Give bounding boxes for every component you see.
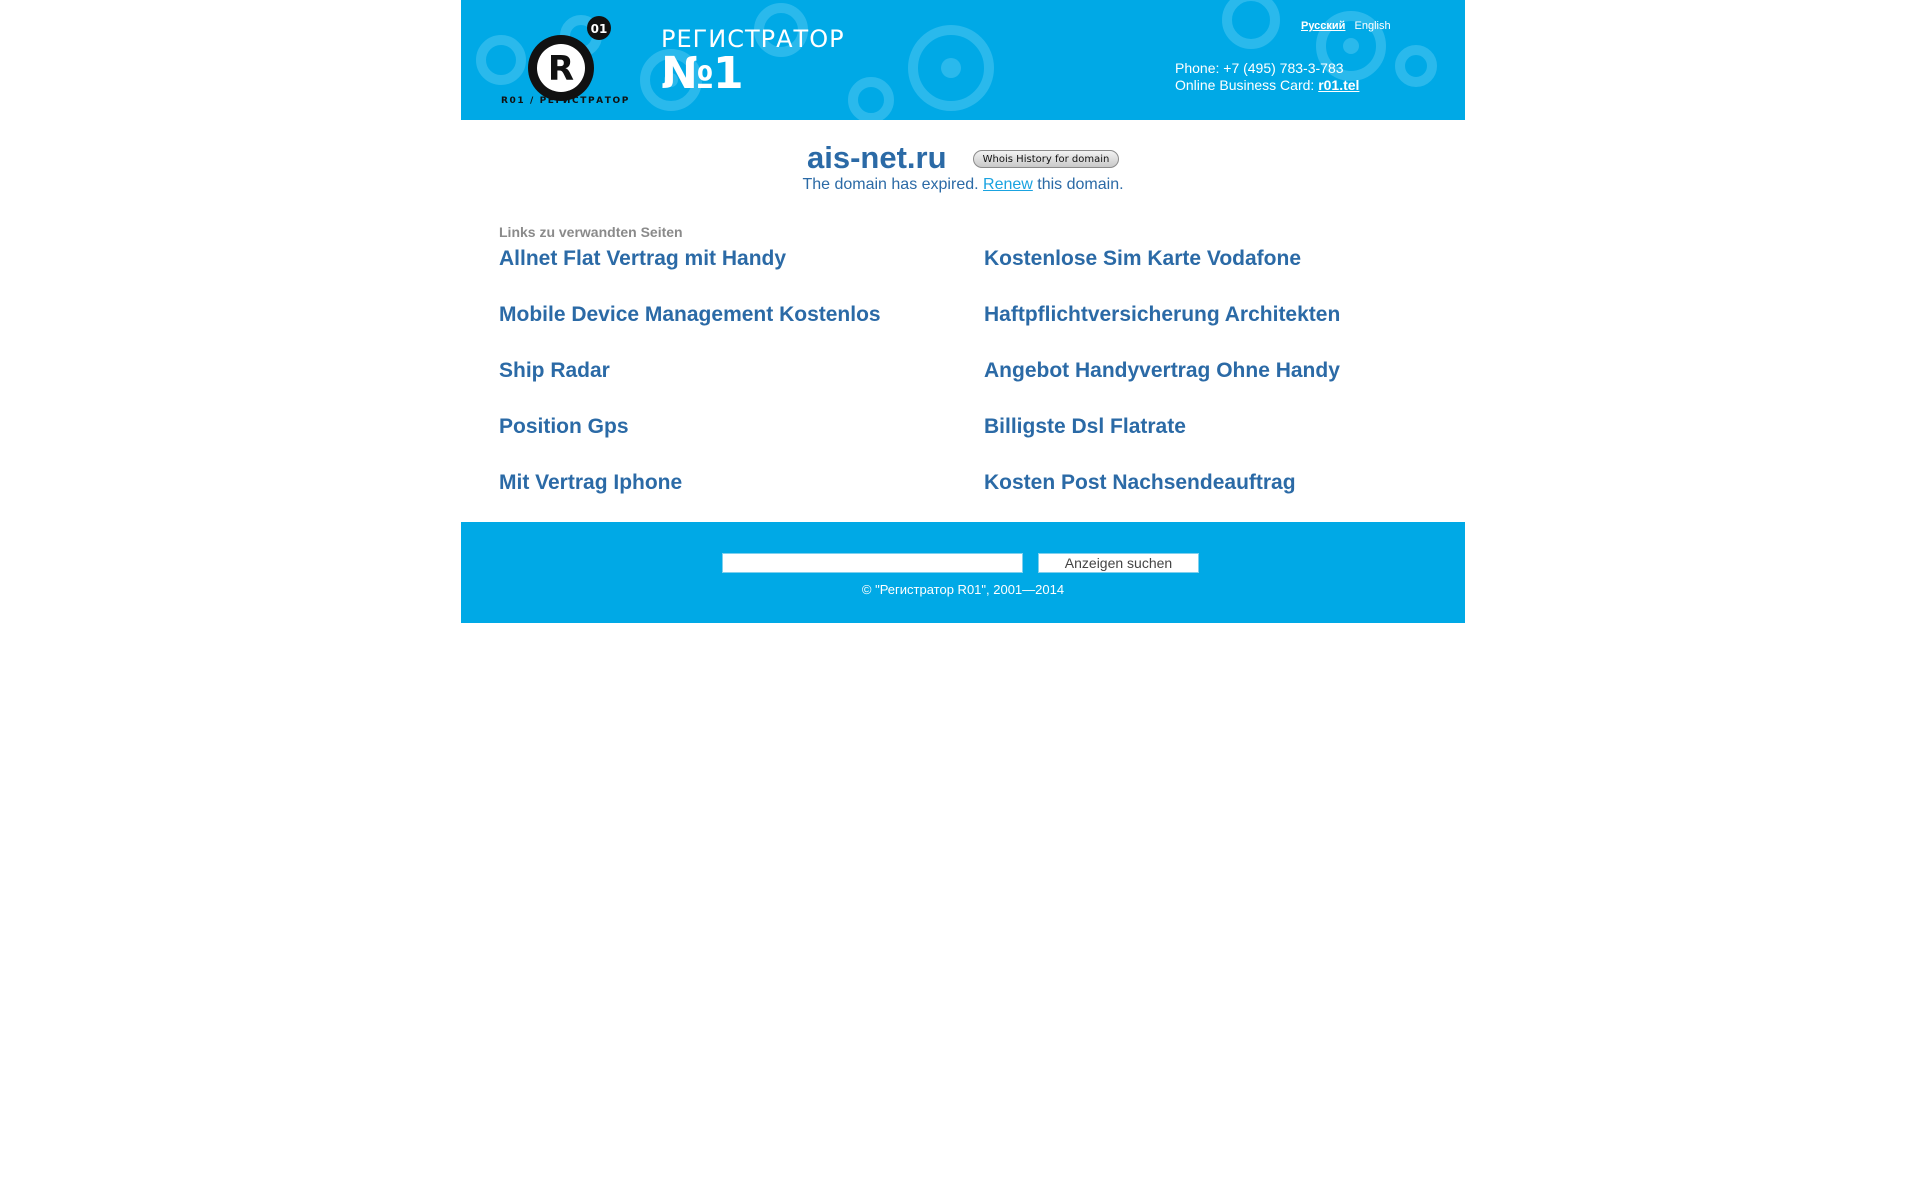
related-link[interactable]: Position Gps [499,415,629,438]
business-card-link[interactable]: r01.tel [1318,77,1360,93]
related-links-title: Links zu verwandten Seiten [499,224,683,240]
page-container [461,0,1465,597]
expired-text: The domain has expired. [802,176,979,193]
related-link[interactable]: Kosten Post Nachsendeauftrag [984,471,1296,494]
related-link[interactable]: Mobile Device Management Kostenlos [499,303,881,326]
ads-search-input[interactable] [722,553,1023,573]
whois-history-button[interactable]: Whois History for domain [973,150,1119,168]
contact-info [1175,60,1359,94]
language-switcher [1301,20,1391,32]
ads-search-button[interactable]: Anzeigen suchen [1038,553,1199,573]
related-link[interactable]: Mit Vertrag Iphone [499,471,683,494]
lang-russian-link[interactable]: Русский [1301,20,1346,32]
site-header [461,0,1465,120]
logo-badge: 01 [590,22,608,36]
copyright-text: © "Регистратор R01", 2001—2014 [861,582,1065,597]
svg-text:R: R [547,49,575,89]
expired-suffix: this domain. [1037,176,1124,193]
renew-link[interactable]: Renew [983,176,1033,193]
brand-line-registrar: РЕГИСТРАТОР [661,25,845,53]
domain-expired-notice [461,176,1465,194]
business-card-line [1175,77,1359,94]
related-link[interactable]: Ship Radar [499,359,610,382]
related-link[interactable]: Allnet Flat Vertrag mit Handy [499,247,787,270]
logo-caption: R01 / РЕГИСТРАТОР [501,96,630,106]
links-row [499,468,1439,524]
business-card-label: Online Business Card: [1175,77,1319,93]
links-row [499,244,1439,300]
related-links-grid [499,244,1439,524]
related-link[interactable]: Haftpflichtversicherung Architekten [984,303,1341,326]
site-footer [461,522,1465,623]
phone-text: Phone: +7 (495) 783-3-783 [1175,60,1344,76]
related-link[interactable]: Angebot Handyvertrag Ohne Handy [984,359,1340,382]
brand-wordmark[interactable] [661,25,845,99]
links-row [499,356,1439,412]
links-row [499,300,1439,356]
related-link[interactable]: Kostenlose Sim Karte Vodafone [984,247,1302,270]
links-row [499,412,1439,468]
brand-line-number: №1 [661,48,743,99]
related-link[interactable]: Billigste Dsl Flatrate [984,415,1186,438]
domain-name: ais-net.ru [807,140,947,175]
lang-english-link[interactable]: English [1354,20,1391,32]
